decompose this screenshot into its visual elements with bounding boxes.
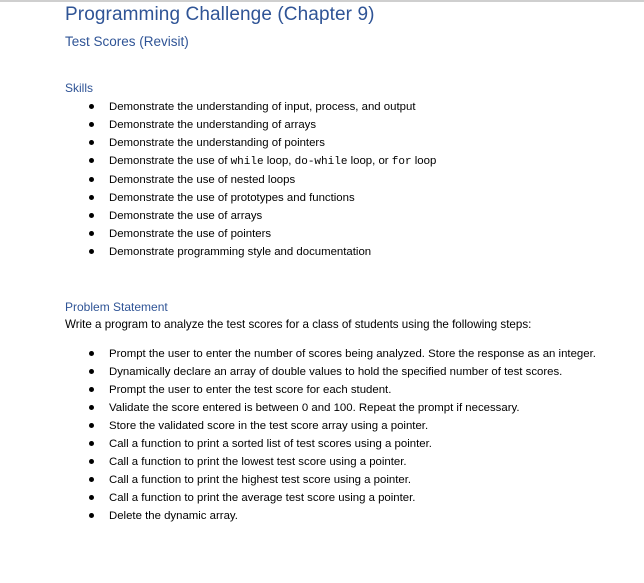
bullet-icon <box>89 513 94 518</box>
skill-item <box>0 171 644 189</box>
skill-item <box>0 225 644 243</box>
step-item <box>0 345 644 363</box>
document-title: Programming Challenge (Chapter 9) <box>65 4 375 25</box>
skill-text: Demonstrate the understanding of input, process, and output <box>109 101 416 113</box>
bullet-icon <box>89 104 94 109</box>
bullet-icon <box>89 213 94 218</box>
bullet-icon <box>89 231 94 236</box>
skill-text: Demonstrate the use of prototypes and functions <box>109 192 355 204</box>
document-subtitle: Test Scores (Revisit) <box>65 34 189 49</box>
bullet-icon <box>89 387 94 392</box>
skill-item <box>0 152 644 171</box>
code-keyword-do-while: do-while <box>294 156 348 168</box>
step-text: Call a function to print a sorted list of test scores using a pointer. <box>109 438 432 450</box>
skill-text: Demonstrate the use of nested loops <box>109 174 296 186</box>
step-item <box>0 507 644 525</box>
skill-text: Demonstrate programming style and documentation <box>109 246 372 258</box>
step-item <box>0 399 644 417</box>
step-text: Call a function to print the lowest test score using a pointer. <box>109 456 407 468</box>
step-item <box>0 363 644 381</box>
step-text: Prompt the user to enter the number of scores being analyzed. Store the response as an integer. <box>109 348 596 360</box>
skill-text: Demonstrate the use of arrays <box>109 210 263 222</box>
bullet-icon <box>89 423 94 428</box>
bullet-icon <box>89 369 94 374</box>
bullet-icon <box>89 477 94 482</box>
step-text: Dynamically declare an array of double values to hold the specified number of test scores. <box>109 366 563 378</box>
problem-statement-heading: Problem Statement <box>65 300 168 314</box>
problem-intro: Write a program to analyze the test scores for a class of students using the following steps: <box>65 318 532 331</box>
skill-text-part: Demonstrate the use of <box>109 155 231 167</box>
skill-text-part: loop, or <box>347 155 392 167</box>
bullet-icon <box>89 459 94 464</box>
step-text: Prompt the user to enter the test score for each student. <box>109 384 392 396</box>
bullet-icon <box>89 195 94 200</box>
skills-heading: Skills <box>65 81 94 95</box>
step-text: Store the validated score in the test score array using a pointer. <box>109 420 429 432</box>
bullet-icon <box>89 249 94 254</box>
skill-text: Demonstrate the understanding of pointers <box>109 137 325 149</box>
code-keyword-while: while <box>230 156 264 168</box>
step-item <box>0 471 644 489</box>
step-text: Call a function to print the average test score using a pointer. <box>109 492 416 504</box>
skill-item <box>0 98 644 116</box>
skill-item <box>0 207 644 225</box>
skill-item <box>0 134 644 152</box>
bullet-icon <box>89 177 94 182</box>
skill-text-part: loop <box>411 155 437 167</box>
step-item <box>0 381 644 399</box>
code-keyword-for: for <box>391 156 412 168</box>
skill-text: Demonstrate the understanding of arrays <box>109 119 317 131</box>
step-text: Delete the dynamic array. <box>109 510 238 522</box>
bullet-icon <box>89 122 94 127</box>
skill-item <box>0 116 644 134</box>
bullet-icon <box>89 140 94 145</box>
skills-list <box>0 98 644 261</box>
bullet-icon <box>89 405 94 410</box>
step-text: Validate the score entered is between 0 and 100. Repeat the prompt if necessary. <box>109 402 520 414</box>
step-item <box>0 489 644 507</box>
skill-text: Demonstrate the use of pointers <box>109 228 272 240</box>
step-item <box>0 417 644 435</box>
bullet-icon <box>89 441 94 446</box>
step-item <box>0 435 644 453</box>
bullet-icon <box>89 351 94 356</box>
bullet-icon <box>89 495 94 500</box>
page-top-border <box>0 0 644 2</box>
skill-item <box>0 243 644 261</box>
bullet-icon <box>89 158 94 163</box>
skill-item <box>0 189 644 207</box>
steps-list <box>0 345 644 525</box>
step-text: Call a function to print the highest test score using a pointer. <box>109 474 412 486</box>
skill-text-part: loop, <box>263 155 295 167</box>
step-item <box>0 453 644 471</box>
